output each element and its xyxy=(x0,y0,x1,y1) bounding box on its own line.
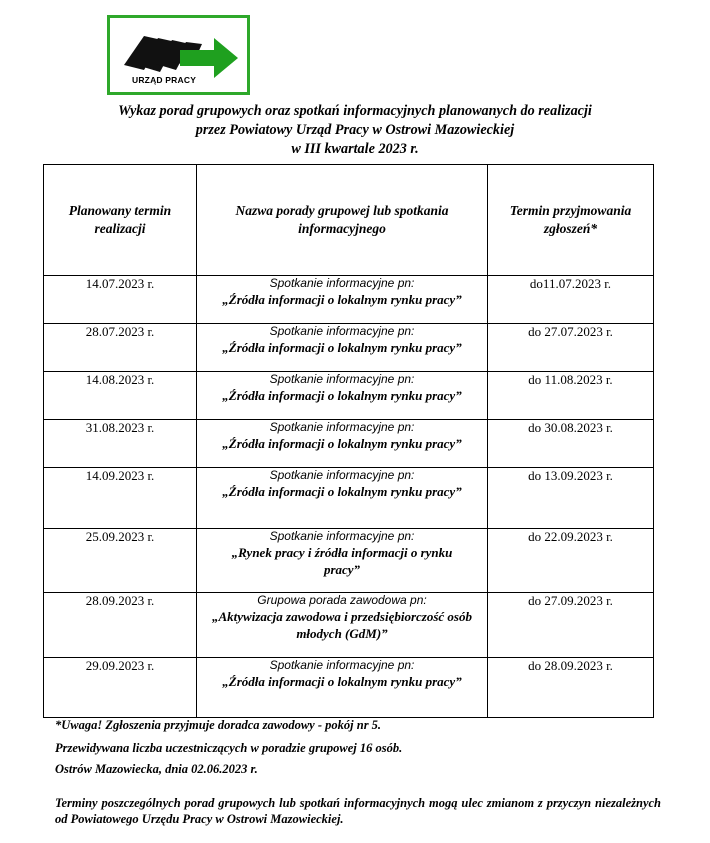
title-line-3: w III kwartale 2023 r. xyxy=(291,141,419,157)
row-deadline: do11.07.2023 r. xyxy=(488,276,654,324)
row-deadline: do 27.09.2023 r. xyxy=(488,593,654,658)
table-row xyxy=(44,420,654,468)
row-date: 25.09.2023 r. xyxy=(44,529,197,593)
participants-note: Przewidywana liczba uczestniczących w poradzie grupowej 16 osób. xyxy=(55,741,403,755)
title-line-2: przez Powiatowy Urząd Pracy w Ostrowi Mazowieckiej xyxy=(195,122,515,138)
row-event-type: Spotkanie informacyjne pn: xyxy=(269,529,415,543)
row-event xyxy=(197,593,488,658)
row-event xyxy=(197,324,488,372)
row-event xyxy=(197,420,488,468)
row-event-title: „Rynek pracy i źródła informacji o rynku pracy” xyxy=(231,545,453,577)
title-line-1: Wykaz porad grupowych oraz spotkań informacyjnych planowanych do realizacji xyxy=(118,103,592,119)
row-event-title: „Źródła informacji o lokalnym rynku pracy” xyxy=(222,388,462,403)
table-row xyxy=(44,324,654,372)
table-row xyxy=(44,468,654,529)
schedule-table xyxy=(43,164,654,718)
row-event-title: „Źródła informacji o lokalnym rynku pracy” xyxy=(222,484,462,499)
row-date: 14.07.2023 r. xyxy=(44,276,197,324)
table-row xyxy=(44,658,654,718)
table-header-row xyxy=(44,165,654,276)
row-event xyxy=(197,372,488,420)
place-date-note: Ostrów Mazowiecka, dnia 02.06.2023 r. xyxy=(55,762,258,776)
row-date: 28.09.2023 r. xyxy=(44,593,197,658)
row-event xyxy=(197,658,488,718)
row-event xyxy=(197,468,488,529)
row-event-type: Spotkanie informacyjne pn: xyxy=(269,658,415,672)
row-event-type: Spotkanie informacyjne pn: xyxy=(269,324,415,338)
row-event-type: Spotkanie informacyjne pn: xyxy=(269,420,415,434)
row-deadline: do 13.09.2023 r. xyxy=(488,468,654,529)
row-deadline: do 28.09.2023 r. xyxy=(488,658,654,718)
header-event-name: Nazwa porady grupowej lub spotkania informacyjnego xyxy=(197,165,488,276)
row-event-type: Spotkanie informacyjne pn: xyxy=(269,372,415,386)
row-event-title: „Źródła informacji o lokalnym rynku pracy” xyxy=(222,436,462,451)
row-event xyxy=(197,276,488,324)
page-title xyxy=(0,102,710,159)
row-date: 14.09.2023 r. xyxy=(44,468,197,529)
notes xyxy=(55,718,665,780)
logo-text: URZĄD PRACY xyxy=(132,75,197,85)
row-event xyxy=(197,529,488,593)
row-event-type: Spotkanie informacyjne pn: xyxy=(269,468,415,482)
row-event-title: „Źródła informacji o lokalnym rynku pracy” xyxy=(222,340,462,355)
row-deadline: do 22.09.2023 r. xyxy=(488,529,654,593)
table-row xyxy=(44,276,654,324)
remark-note: *Uwaga! Zgłoszenia przyjmuje doradca zawodowy - pokój nr 5. xyxy=(55,718,382,732)
row-date: 14.08.2023 r. xyxy=(44,372,197,420)
row-date: 28.07.2023 r. xyxy=(44,324,197,372)
row-deadline: do 30.08.2023 r. xyxy=(488,420,654,468)
row-event-type: Grupowa porada zawodowa pn: xyxy=(257,593,427,607)
row-date: 29.09.2023 r. xyxy=(44,658,197,718)
logo xyxy=(107,15,250,95)
header-planned-date: Planowany termin realizacji xyxy=(44,165,197,276)
row-event-title: „Aktywizacja zawodowa i przedsiębiorczość osób młodych (GdM)” xyxy=(211,609,472,641)
row-event-title: „Źródła informacji o lokalnym rynku pracy” xyxy=(222,674,462,689)
header-deadline: Termin przyjmowania zgłoszeń* xyxy=(488,165,654,276)
table-row xyxy=(44,529,654,593)
footer-note: Terminy poszczególnych porad grupowych lub spotkań informacyjnych mogą ulec zmianom z przyczyn niezależnych od Powiatowego Urzędu Pracy w Ostrowi Mazowieckiej. xyxy=(55,796,661,826)
row-deadline: do 27.07.2023 r. xyxy=(488,324,654,372)
table-row xyxy=(44,372,654,420)
table-row xyxy=(44,593,654,658)
row-event-type: Spotkanie informacyjne pn: xyxy=(269,276,415,290)
row-deadline: do 11.08.2023 r. xyxy=(488,372,654,420)
row-date: 31.08.2023 r. xyxy=(44,420,197,468)
row-event-title: „Źródła informacji o lokalnym rynku pracy” xyxy=(222,292,462,307)
